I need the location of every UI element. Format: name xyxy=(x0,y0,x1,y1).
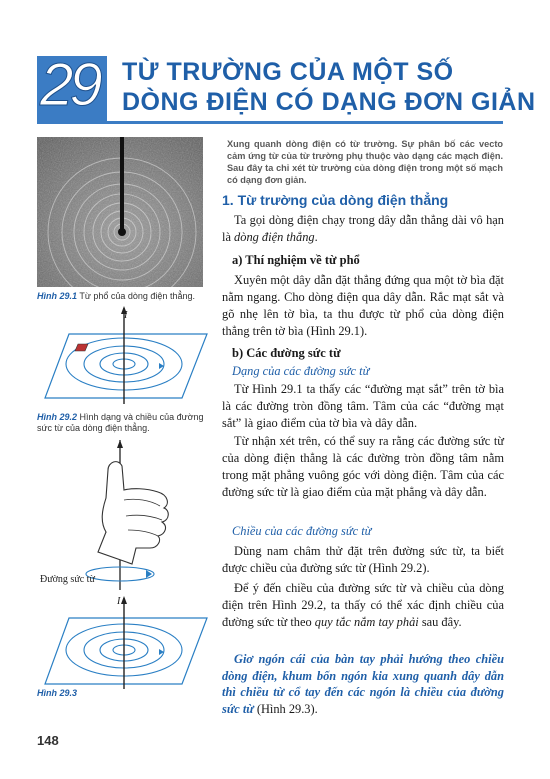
section-1-heading: 1. Từ trường của dòng điện thẳng xyxy=(222,192,449,208)
intro-paragraph: Xung quanh dòng điện có từ trường. Sự phân bố các vecto cảm ứng từ của từ trường phụ thuộc vào dạng các mạch điện. Sau đây ta chỉ xét từ trường của dòng điện trong một số mạch có dạng đơn giản. xyxy=(227,139,503,185)
figure-29-2-diagram xyxy=(37,306,212,406)
subheading-b-shape: Dạng của các đường sức từ xyxy=(232,364,370,378)
figure-29-2-current-label: I xyxy=(124,310,128,321)
figure-29-1-caption xyxy=(37,291,207,302)
right-hand-rule-reference: (Hình 29.3). xyxy=(253,701,318,716)
paragraph-1-term: dòng điện thẳng xyxy=(234,230,315,244)
subheading-a: a) Thí nghiệm về từ phổ xyxy=(232,253,360,267)
chapter-title-line2: DÒNG ĐIỆN CÓ DẠNG ĐƠN GIẢN xyxy=(122,88,536,116)
paragraph-1 xyxy=(222,212,504,246)
paragraph-4: Từ nhận xét trên, có thể suy ra rằng các đường sức từ của dòng điện thẳng là các đường tròn đồng tâm nằm trong mặt phẳng vuông góc với dòng điện. Tâm của các đường sức từ là giao điểm của mặt phẳng và dây dẫn. xyxy=(222,434,504,499)
figure-29-3-current-label: I xyxy=(117,596,121,607)
figure-29-3-caption xyxy=(37,688,77,699)
paragraph-6-text: Để ý đến chiều của đường sức từ và chiều của dòng điện trên Hình 29.2, ta thấy có thể xác định chiều của đường sức từ theo xyxy=(222,581,504,629)
paragraph-1-end: . xyxy=(314,230,318,244)
subheading-b: b) Các đường sức từ xyxy=(232,346,341,360)
chapter-title-line1: TỪ TRƯỜNG CỦA MỘT SỐ xyxy=(122,58,454,86)
paragraph-1-text: Ta gọi dòng điện chạy trong dây dẫn thẳng dài vô hạn là xyxy=(222,213,504,244)
paragraph-6-term: quy tắc nắm tay phải xyxy=(314,615,419,629)
right-hand-rule xyxy=(222,651,504,717)
figure-29-2-caption xyxy=(37,412,207,434)
figure-29-2-caption-text: Hình dạng và chiều của đường sức từ của dòng điện thẳng. xyxy=(37,412,204,433)
paragraph-6-end: sau đây. xyxy=(418,615,462,629)
field-line-label: Đường sức từ xyxy=(40,574,95,585)
paragraph-2: Xuyên một dây dẫn đặt thẳng đứng qua một tờ bìa đặt nằm ngang. Cho dòng điện qua dây dẫn. Rắc mạt sắt và gõ nhẹ lên tờ bìa, ta thu được từ phổ của dòng điện thẳng trên tờ bìa (Hình 29.1). xyxy=(222,273,504,338)
paragraph-5: Dùng nam châm thử đặt trên đường sức từ, ta biết được chiều của đường sức từ (Hình 29.2). xyxy=(222,544,504,575)
paragraph-6 xyxy=(222,580,504,631)
chapter-number: 29 xyxy=(40,51,99,118)
figure-29-3-label: Hình 29.3 xyxy=(37,688,78,698)
figure-29-2-label: Hình 29.2 xyxy=(37,412,78,422)
subheading-b-direction: Chiều của các đường sức từ xyxy=(232,524,372,538)
page-number: 148 xyxy=(37,733,59,748)
figure-29-1-filings-image xyxy=(37,137,203,287)
right-hand-rule-text: Giơ ngón cái của bàn tay phải hướng theo chiều dòng điện, khum bốn ngón kia xung quanh dây dẫn thì chiều từ cổ tay đến các ngón là chiều của đường sức từ xyxy=(222,652,504,716)
figure-29-1-caption-text: Từ phổ của dòng điện thẳng. xyxy=(77,291,195,301)
figure-29-1-label: Hình 29.1 xyxy=(37,291,78,301)
figure-29-3-field-lines-diagram xyxy=(37,596,212,691)
title-divider xyxy=(37,121,503,124)
paragraph-3: Từ Hình 29.1 ta thấy các “đường mạt sắt” trên tờ bìa là các đường tròn đồng tâm. Tâm của các “đường mạt sắt” là giao điểm của tờ bìa và dây dẫn. xyxy=(222,382,504,430)
